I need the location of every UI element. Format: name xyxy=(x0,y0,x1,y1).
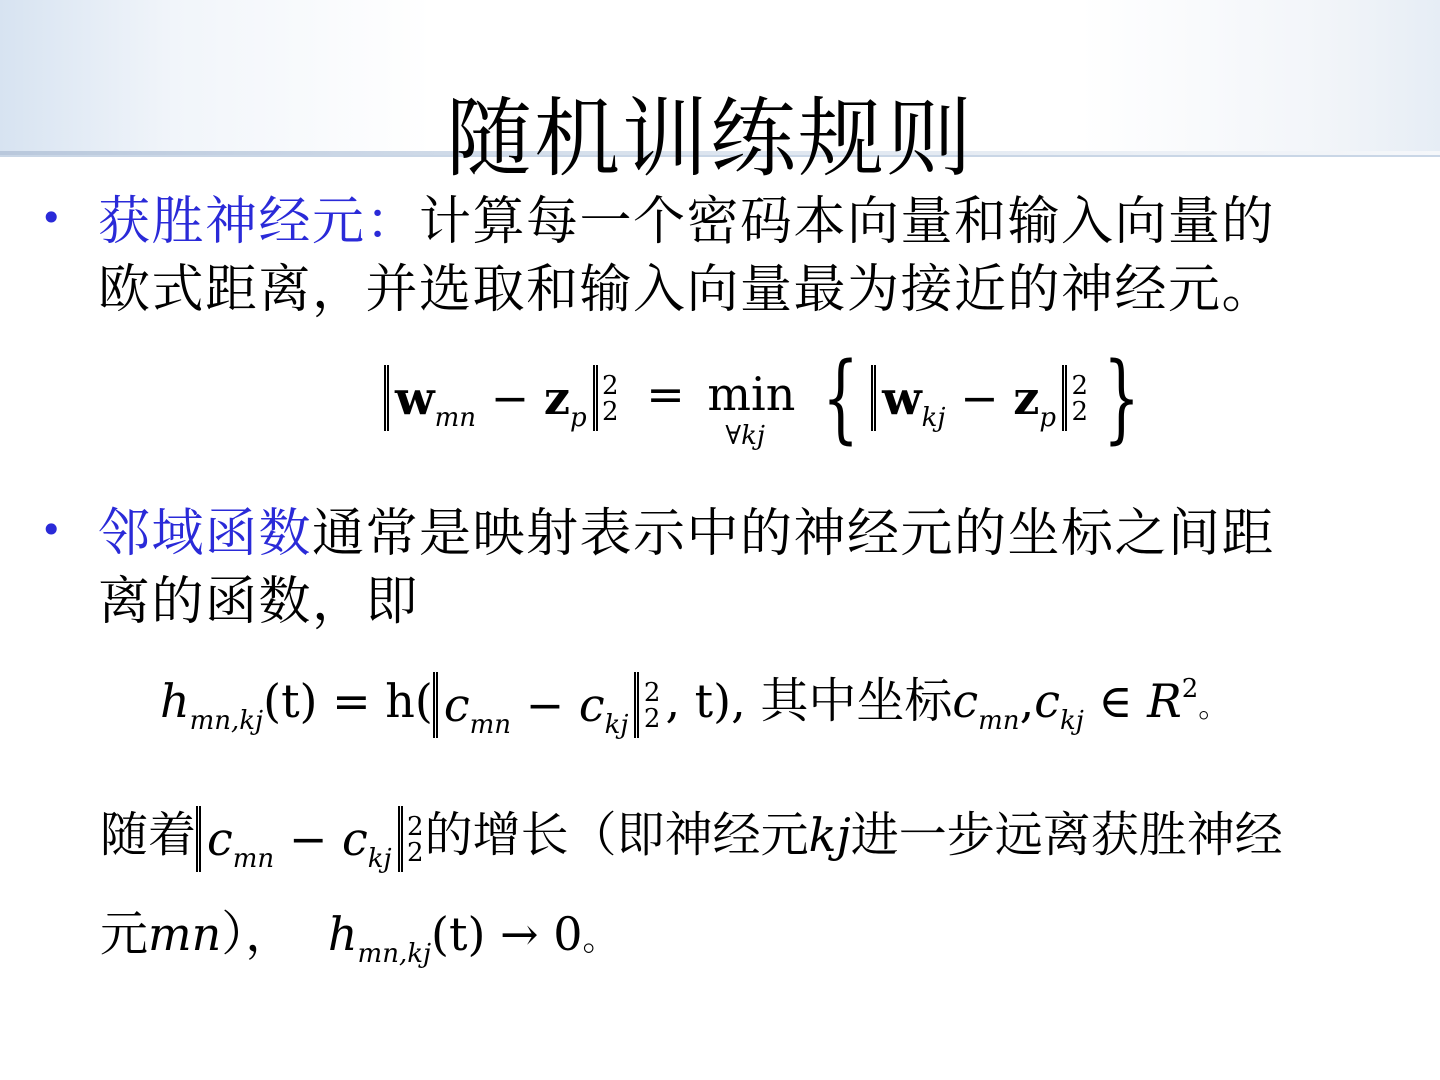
neighborhood-formula: $h_{mn,kj}(t) = h$( $c_{mn} - c_{kj}$ 2 2 , t), 其中坐标$c_{mn},c_{kj}$ ∈ $R^2$。 xyxy=(160,673,1229,740)
norm-right: $w_{kj} - z_p$ 2 2 xyxy=(871,365,1067,431)
bullet-1-text xyxy=(98,188,1398,324)
norm-c: $c_{mn} - c_{kj}$ 2 2 xyxy=(433,672,640,738)
growth-line-2: 元mn）， $h_{mn,kj}(t) \to 0$。 xyxy=(100,906,617,969)
bullet-1-term: 获胜神经元： xyxy=(98,192,420,252)
page-title: 随机训练规则 xyxy=(446,88,974,189)
norm-left: $w_{mn} - z_p$ 2 2 xyxy=(384,365,598,431)
bullet-2-line1: 通常是映射表示中的神经元的坐标之间距 xyxy=(312,504,1276,564)
bullet-2-text xyxy=(98,500,1398,636)
bullet-1-line2: 欧式距离，并选取和输入向量最为接近的神经元。 xyxy=(98,260,1276,320)
bullet-2-line2: 离的函数，即 xyxy=(98,572,420,632)
bullet-dot-2: • xyxy=(40,508,63,552)
bullet-2-term: 邻域函数 xyxy=(98,504,313,564)
norm-c-2: $c_{mn} - c_{kj}$ 2 2 xyxy=(196,806,403,872)
winner-formula: $w_{mn} - z_p$ 2 2 = min ∀kj { $w_{kj} - z_p$ 2 2 } xyxy=(384,350,1152,446)
min-operator: min ∀kj xyxy=(707,367,796,451)
bullet-1-line1: 计算每一个密码本向量和输入向量的 xyxy=(419,192,1276,252)
growth-line-1: 随着 $c_{mn} - c_{kj}$ 2 2 的增长（即神经元kj进一步远离获胜神经 xyxy=(100,807,1283,874)
bullet-dot-1: • xyxy=(40,196,63,240)
